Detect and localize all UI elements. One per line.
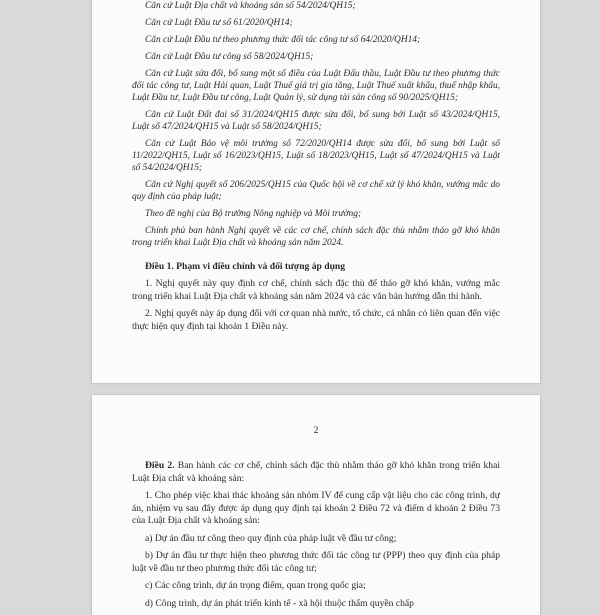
document-page-2 bbox=[92, 395, 540, 615]
list-item: c) Các công trình, dự án trọng điểm, quan trọng quốc gia; bbox=[145, 580, 366, 591]
legal-basis-line: Căn cứ Luật Đầu tư số 61/2020/QH14; bbox=[145, 18, 293, 28]
proposal-line: Theo đề nghị của Bộ trưởng Nông nghiệp và Môi trường; bbox=[145, 209, 362, 219]
list-item: a) Dự án đầu tư công theo quy định của pháp luật về đầu tư công; bbox=[145, 532, 397, 544]
article-2-intro bbox=[132, 460, 500, 485]
article-1-title: Điều 1. Phạm vi điều chỉnh và đối tượng áp dụng bbox=[145, 261, 346, 272]
legal-basis-line: Căn cứ Luật Đất đai số 31/2024/QH15 được sửa đổi, bổ sung bởi Luật số 43/2024/QH15, Luật số 47/2024/QH15 và Luật số 58/2024/QH15; bbox=[132, 110, 500, 132]
legal-bases bbox=[132, 0, 500, 249]
document-page-1 bbox=[92, 0, 540, 383]
article-paragraph: 2. Nghị quyết này áp dụng đối với cơ quan nhà nước, tổ chức, cá nhân có liên quan đến việc thực hiện quy định tại khoản 1 Điều này. bbox=[132, 308, 500, 332]
legal-basis-line: Căn cứ Luật Đầu tư theo phương thức đối tác công tư số 64/2020/QH14; bbox=[145, 35, 421, 45]
legal-basis-line: Căn cứ Luật sửa đổi, bổ sung một số điều của Luật Đấu thầu, Luật Đầu tư theo phương thức đối tác công tư, Luật Hải quan, Luật Thuế giá trị gia tăng, Luật Thuế xuất khẩu, thuế nhập khẩu, Luật Đầu tư, Luật Đầu tư công, Luật Quản lý, sử dụng tài sản công số 90/2025/QH15; bbox=[132, 69, 500, 103]
list-item: 1. Cho phép việc khai thác khoáng sản nhóm IV để cung cấp vật liệu cho các công trình, dự án, nhiệm vụ sau đây được áp dụng quy định tại khoản 2 Điều 72 và điểm d khoản 2 Điều 73 của Luật Địa chất và khoáng sản: bbox=[132, 490, 500, 526]
list-item: b) Dự án đầu tư thực hiện theo phương thức đối tác công tư (PPP) theo quy định của pháp luật về đầu tư theo phương thức đối tác công tư; bbox=[132, 550, 500, 574]
legal-basis-line: Căn cứ Luật Bảo vệ môi trường số 72/2020/QH14 được sửa đổi, bổ sung bởi Luật số 11/2022/QH15, Luật số 16/2023/QH15, Luật số 18/2023/QH15, Luật số 47/2024/QH15 và Luật số 54/2024/QH15; bbox=[132, 139, 500, 173]
legal-basis-line: Căn cứ Nghị quyết số 206/2025/QH15 của Quốc hội về cơ chế xử lý khó khăn, vướng mắc do quy định của pháp luật; bbox=[132, 180, 500, 202]
page-number: 2 bbox=[313, 425, 319, 436]
legal-basis-line: Căn cứ Luật Địa chất và khoáng sản số 54/2024/QH15; bbox=[145, 1, 356, 11]
article-2-items bbox=[132, 490, 500, 610]
legal-basis-line: Căn cứ Luật Đầu tư công số 58/2024/QH15; bbox=[145, 52, 314, 62]
article-2-label: Điều 2. bbox=[145, 460, 175, 471]
article-2-text: Ban hành các cơ chế, chính sách đặc thù nhằm tháo gỡ khó khăn trong triển khai Luật Địa chất và khoáng sản: bbox=[132, 460, 501, 484]
enactment-line: Chính phủ ban hành Nghị quyết về các cơ chế, chính sách đặc thù nhằm tháo gỡ khó khăn trong triển khai Luật Địa chất và khoáng sản năm 2024. bbox=[132, 226, 500, 248]
list-item: d) Công trình, dự án phát triển kinh tế - xã hội thuộc thẩm quyền chấp bbox=[145, 597, 414, 609]
article-1-body bbox=[132, 278, 500, 333]
article-paragraph: 1. Nghị quyết này quy định cơ chế, chính sách đặc thù để tháo gỡ khó khăn, vướng mắc trong triển khai Luật Địa chất và khoáng sản năm 2024 và các văn bản hướng dẫn thi hành. bbox=[132, 278, 500, 302]
